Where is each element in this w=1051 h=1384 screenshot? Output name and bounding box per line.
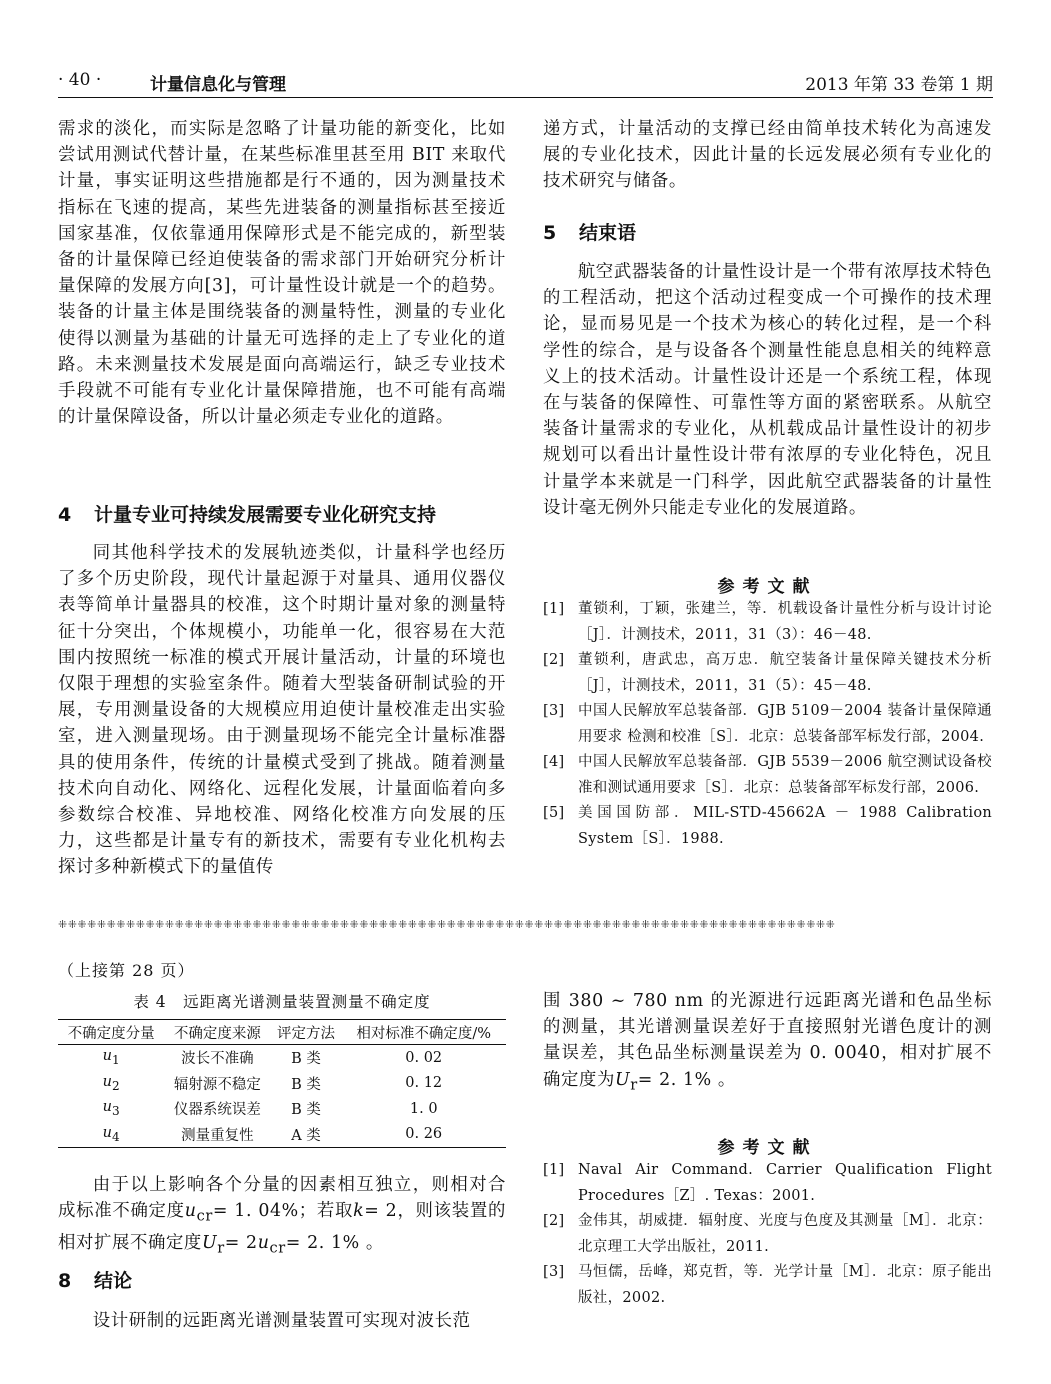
symbol: u [102,1124,112,1141]
table-cell-method: B 类 [291,1076,321,1093]
text-run: = 1. 04%；若取 [212,1201,354,1222]
issue-info: 2013 年第 33 卷第 1 期 [805,75,993,95]
section-divider: ⁜⁜⁜⁜⁜⁜⁜⁜⁜⁜⁜⁜⁜⁜⁜⁜⁜⁜⁜⁜⁜⁜⁜⁜⁜⁜⁜⁜⁜⁜⁜⁜⁜⁜⁜⁜⁜⁜⁜⁜⁜⁜⁜⁜⁜⁜⁜⁜⁜⁜⁜⁜⁜⁜⁜⁜⁜⁜⁜⁜⁜⁜⁜⁜⁜⁜⁜⁜⁜⁜⁜⁜⁜⁜⁜⁜⁜⁜⁜⁜ [58,918,836,931]
table-cell-source: 辐射源不稳定 [173,1076,261,1093]
page-number: · 40 · [58,70,102,90]
table-cell-method: B 类 [291,1051,321,1068]
symbol: u [102,1099,112,1116]
left-column-top [58,116,506,430]
math-subscript: r [217,1240,225,1257]
reference-item [543,699,992,750]
references-list-top [543,597,992,852]
table-cell-value: 0. 02 [405,1049,443,1066]
conclusion-paragraph: 设计研制的远距离光谱测量装置可实现对波长范 [92,1311,471,1331]
table-header-cell: 评定方法 [271,1020,342,1045]
math-subscript: cr [196,1208,213,1225]
running-header [58,66,993,98]
table-row [58,1071,506,1097]
right-column-top [543,116,992,195]
table-cell-source: 仪器系统误差 [173,1102,261,1119]
bottom-right-text [543,988,992,1098]
text-run: = 2 [224,1232,258,1253]
symbol-subscript: 3 [111,1104,120,1119]
text-run: 由于以上影响各个分量的因素相互独立，则相对合成标准不确定度 [58,1175,506,1222]
table-cell-method: A 类 [271,1122,342,1148]
right-paragraph-1: 递方式，计量活动的支撑已经由简单技术转化为高速发展的专业化技术，因此计量的长远发展必须有专业化的技术研究与储备。 [543,119,992,192]
math-symbol: u [184,1201,197,1222]
symbol-subscript: 2 [111,1078,120,1093]
references-list-bottom [543,1158,992,1311]
text-run: = 2，则该装置的相对扩展不确定度 [58,1201,506,1253]
math-subscript: r [630,1077,638,1094]
reference-number: [2] [543,1213,565,1229]
math-symbol: U [614,1069,631,1090]
table-header-row [58,1020,506,1045]
reference-text: 美国国防部．MIL-STD-45662A － 1988 Calibration System［S］．1988. [578,805,992,847]
table-cell-symbol [58,1122,164,1148]
references-heading-top: 参考文献 [717,577,818,597]
reference-number: [5] [543,805,565,821]
continued-note: （上接第 28 页） [58,961,195,980]
table-cell-symbol [58,1096,164,1122]
left-paragraph-2: 同其他科学技术的发展轨迹类似，计量科学也经历了多个历史阶段，现代计量起源于对量具、通用仪器仪表等简单计量器具的校准，这个时期计量对象的测量特征十分突出，个体规模小，功能单一化，很容易在大范围内按照统一标准的模式开展计量活动，计量的环境也仅限于理想的实验室条件。随着大型装备研制试验的开展，专用测量设备的大规模应用迫使计量校准走出实验室，进入测量现场。由于测量现场不能完全计量标准器具的使用条件，传统的计量模式受到了挑战。随着测量技术向自动化、网络化、远程化发展，计量面临着向多参数综合校准、异地校准、网络化校准方向发展的压力，这些都是计量专有的新技术，需要有专业化机构去探讨多种新模式下的量值传 [58,543,506,878]
table-cell-value: 1. 0 [409,1100,438,1117]
journal-title: 计量信息化与管理 [150,75,286,95]
reference-number: [4] [543,754,565,770]
table-header-cell: 不确定度来源 [164,1020,270,1045]
section-4-title: 计量专业可持续发展需要专业化研究支持 [94,504,437,526]
table-cell-value: 0. 26 [341,1122,506,1148]
reference-number: [1] [543,601,565,617]
table-cell-value: 0. 12 [405,1075,443,1092]
reference-text: 董锁利，唐武忠，高万忠．航空装备计量保障关键技术分析［J］，计测技术，2011，31（5）：45－48. [578,652,992,694]
reference-text: 金伟其，胡威捷．辐射度、光度与色度及其测量［M］．北京：北京理工大学出版社，2011. [578,1213,992,1255]
math-subscript: cr [269,1240,286,1257]
header-rule [58,97,993,98]
section-5-number: 5 [543,222,557,244]
reference-item [543,1260,992,1311]
reference-text: 马恒儒，岳峰，郑克哲，等．光学计量［M］．北京：原子能出版社，2002. [578,1264,992,1306]
left-column-sec4 [58,540,506,881]
reference-number: [3] [543,703,565,719]
table-header-cell: 相对标准不确定度/% [341,1020,506,1045]
reference-item [543,1158,992,1209]
section-8-title: 结论 [94,1270,133,1292]
math-symbol: u [257,1232,270,1253]
reference-text: Naval Air Command. Carrier Qualification Flight Procedures［Z］. Texas：2001. [578,1162,992,1204]
measurement-paragraph [543,988,992,1098]
table-row [58,1096,506,1122]
uncertainty-paragraph [58,1172,506,1262]
section-4-heading [58,500,506,527]
section-8-number: 8 [58,1270,72,1292]
symbol-subscript: 1 [111,1053,120,1068]
reference-item [543,750,992,801]
text-run: = 2. 1% 。 [285,1232,384,1253]
symbol-subscript: 4 [111,1129,120,1144]
table-row [58,1122,506,1148]
right-column-sec5 [543,259,992,521]
table-cell-symbol [58,1071,164,1097]
table-header-cell: 不确定度分量 [58,1020,164,1045]
table-cell-source: 测量重复性 [164,1122,270,1148]
section-5-heading [543,218,992,245]
reference-item [543,648,992,699]
bottom-left-text [58,1172,506,1262]
reference-number: [2] [543,652,565,668]
uncertainty-table [58,1019,506,1148]
table-caption: 表 4 远距离光谱测量装置测量不确定度 [133,993,431,1011]
right-paragraph-2: 航空武器装备的计量性设计是一个带有浓厚技术特色的工程活动，把这个活动过程变成一个可操作的技术理论，显而易见是一个技术为核心的转化过程，是一个科学性的综合，是与设备各个测量性能息息相关的纯粹意义上的技术活动。计量性设计还是一个系统工程，体现在与装备的保障性、可靠性等方面的紧密联系。从航空装备计量需求的专业化，从机载成品计量性设计的初步规划可以看出计量性设计带有浓厚的专业化特色，况且计量学本来就是一门科学，因此航空武器装备的计量性设计毫无例外只能走专业化的发展道路。 [543,262,992,518]
symbol: u [102,1073,112,1090]
bottom-left-conclusion [58,1308,506,1334]
symbol: u [102,1048,112,1065]
reference-text: 中国人民解放军总装备部．GJB 5539－2006 航空测试设备校准和测试通用要求［S］．北京：总装备部军标发行部，2006. [578,754,992,796]
left-paragraph-1: 需求的淡化，而实际是忽略了计量功能的新变化，比如尝试用测试代替计量，在某些标准里甚至用 BIT 来取代计量，事实证明这些措施都是行不通的，因为测量技术指标在飞速的提高，某些先进装备的测量指标甚至接近国家基准，仅依靠通用保障形式是不能完成的，新型装备的计量保障已经迫使装备的需求部门开始研究分析计量保障的发展方向[3]，可计量性设计就是一个的趋势。装备的计量主体是围绕装备的测量特性，测量的专业化使得以测量为基础的计量无可选择的走上了专业化的道路。未来测量技术发展是面向高端运行，缺乏专业技术手段就不可能有专业化计量保障措施，也不可能有高端的计量保障设备，所以计量必须走专业化的道路。 [58,119,506,428]
math-symbol: k [353,1201,365,1222]
reference-number: [1] [543,1162,565,1178]
reference-item [543,1209,992,1260]
section-8-heading [58,1266,506,1293]
text-run: = 2. 1% 。 [637,1069,736,1090]
text-run: 围 380 ~ 780 nm 的光源进行远距离光谱和色品坐标的测量，其光谱测量误差好于直接照射光谱色度计的测量误差，其色品坐标测量误差为 0. 0040，相对扩展不确定度为 [543,991,992,1090]
reference-item [543,597,992,648]
references-heading-bottom: 参考文献 [717,1138,818,1158]
reference-item [543,801,992,852]
section-5-title: 结束语 [579,222,637,244]
table-cell-symbol [58,1045,164,1071]
table-cell-method: B 类 [291,1102,321,1119]
reference-number: [3] [543,1264,565,1280]
reference-text: 董锁利，丁颖，张建兰，等．机载设备计量性分析与设计讨论［J］．计测技术，2011，31（3）：46－48. [578,601,992,643]
table-cell-source: 波长不准确 [181,1051,254,1068]
section-4-number: 4 [58,504,72,526]
table-row [58,1045,506,1071]
math-symbol: U [201,1232,218,1253]
reference-text: 中国人民解放军总装备部．GJB 5109－2004 装备计量保障通用要求 检测和校准［S］．北京：总装备部军标发行部，2004. [578,703,992,745]
